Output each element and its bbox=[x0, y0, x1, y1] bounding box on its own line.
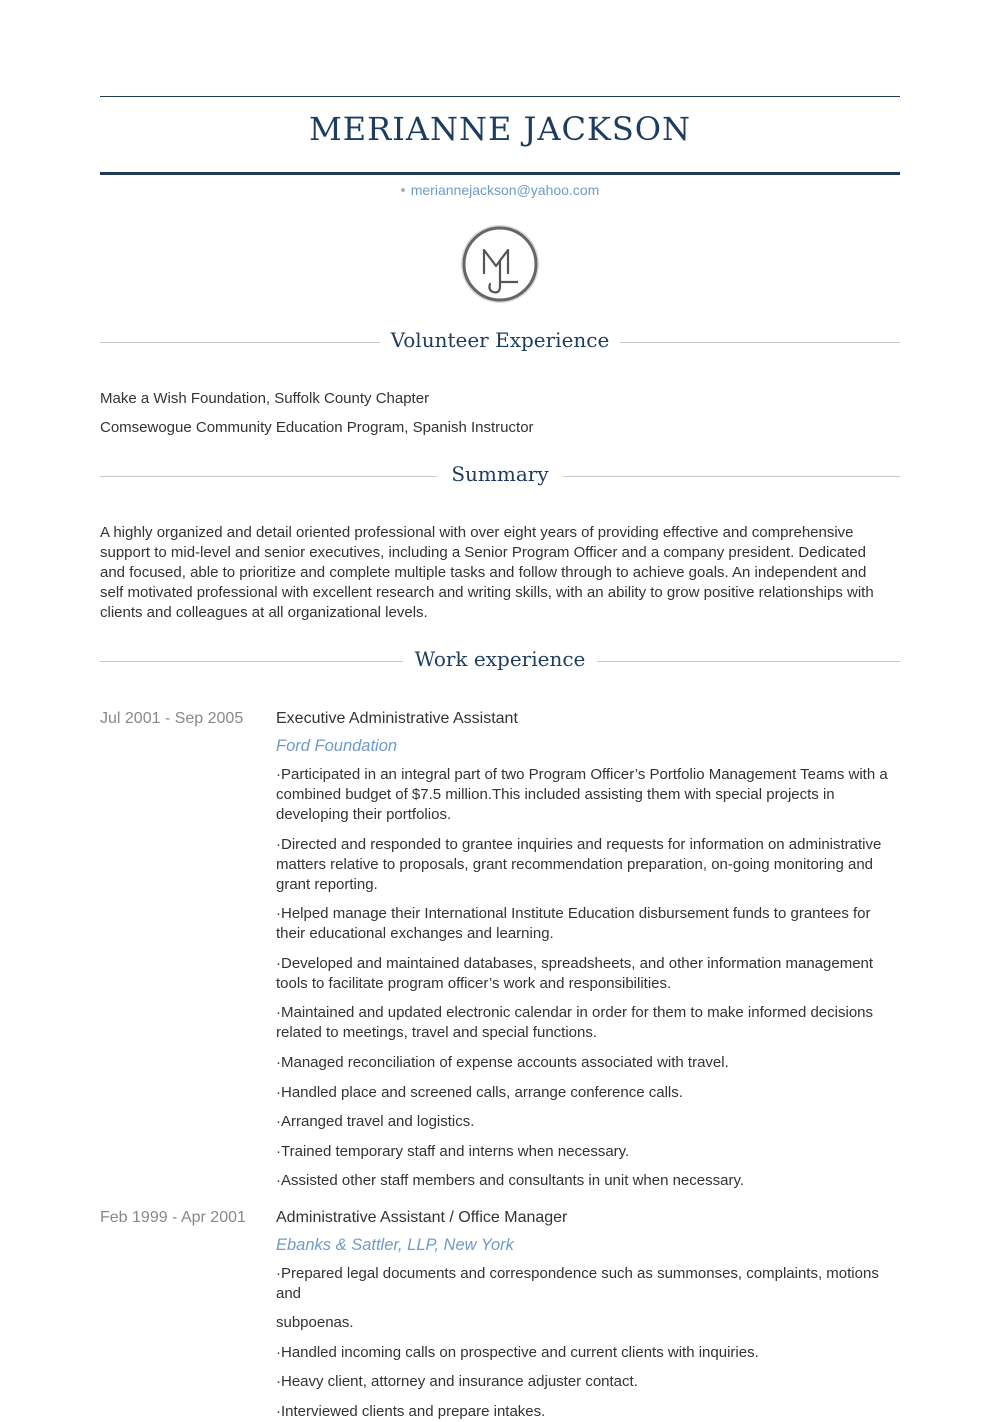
job-company[interactable]: Ford Foundation bbox=[276, 737, 398, 755]
job-date: Feb 1999 - Apr 2001 bbox=[100, 1209, 246, 1226]
divider-line bbox=[563, 476, 900, 477]
job-bullet: ·Maintained and updated electronic calendar in order for them to make informed decisions related to meetings, travel and special functions. bbox=[276, 1004, 873, 1042]
job-bullet: ·Trained temporary staff and interns when necessary. bbox=[276, 1142, 630, 1160]
work-section-heading bbox=[100, 647, 900, 677]
job-title: Executive Administrative Assistant bbox=[276, 710, 518, 727]
header-top-rule bbox=[100, 96, 900, 97]
bullet-dot-icon bbox=[401, 188, 405, 192]
job-bullet: ·Arranged travel and logistics. bbox=[276, 1113, 475, 1131]
volunteer-item: Comsewogue Community Education Program, Spanish Instructor bbox=[100, 419, 534, 436]
job-bullet: ·Handled place and screened calls, arrange conference calls. bbox=[276, 1083, 683, 1101]
divider-line bbox=[620, 342, 900, 343]
job-date: Jul 2001 - Sep 2005 bbox=[100, 710, 244, 727]
work-section-title: Work experience bbox=[414, 647, 586, 671]
contact-line bbox=[100, 182, 900, 198]
job-bullet: ·Assisted other staff members and consultants in unit when necessary. bbox=[276, 1172, 745, 1190]
mj-monogram-icon bbox=[460, 224, 540, 304]
job-bullet: ·Heavy client, attorney and insurance adjuster contact. bbox=[276, 1373, 638, 1390]
volunteer-section-heading bbox=[100, 328, 900, 358]
volunteer-section-title: Volunteer Experience bbox=[390, 328, 610, 352]
job-company[interactable]: Ebanks & Sattler, LLP, New York bbox=[276, 1236, 514, 1254]
summary-section-heading bbox=[100, 462, 900, 492]
divider-line bbox=[597, 661, 900, 662]
job-bullets bbox=[276, 1264, 900, 1422]
header-bottom-rule bbox=[100, 172, 900, 175]
summary-section-title: Summary bbox=[451, 462, 549, 486]
job-bullet: ·Handled incoming calls on prospective and current clients with inquiries. bbox=[276, 1343, 759, 1361]
job-bullet: ·Helped manage their International Institute Education disbursement funds to grantees for their educational exchanges and learning. bbox=[276, 905, 871, 943]
volunteer-item: Make a Wish Foundation, Suffolk County Chapter bbox=[100, 390, 430, 407]
job-bullets bbox=[276, 765, 900, 1201]
job-bullet: ·Directed and responded to grantee inquiries and requests for information on administrative matters relative to proposals, grant recommendation preparation, on-going monitoring and grant reporting. bbox=[276, 835, 882, 893]
job-bullet: subpoenas. bbox=[276, 1314, 354, 1331]
job-bullet: ·Interviewed clients and prepare intakes. bbox=[276, 1402, 546, 1420]
email-link[interactable]: meriannejackson@yahoo.com bbox=[410, 182, 600, 198]
job-bullet: ·Developed and maintained databases, spreadsheets, and other information management tools to facilitate program officer’s work and responsibilities. bbox=[276, 954, 874, 992]
summary-paragraph: A highly organized and detail oriented professional with over eight years of providing effective and comprehensive support to mid-level and senior executives, including a Senior Program Officer and a company president. Dedicated and focused, able to prioritize and complete multiple tasks and follow through to achieve goals. An independent and self motivated professional with excellent research and writing skills, with an ability to grow positive relationships with clients and colleagues at all organizational levels. bbox=[100, 524, 874, 621]
candidate-name: MERIANNE JACKSON bbox=[309, 110, 691, 148]
job-bullet: ·Participated in an integral part of two Program Officer’s Portfolio Management Teams with a combined budget of $7.5 million.This included assisting them with special projects in developing their portfolios. bbox=[276, 766, 888, 823]
job-title: Administrative Assistant / Office Manager bbox=[276, 1209, 568, 1226]
job-bullet: ·Prepared legal documents and correspondence such as summonses, complaints, motions and bbox=[276, 1265, 879, 1302]
job-bullet: ·Managed reconciliation of expense accounts associated with travel. bbox=[276, 1053, 729, 1071]
